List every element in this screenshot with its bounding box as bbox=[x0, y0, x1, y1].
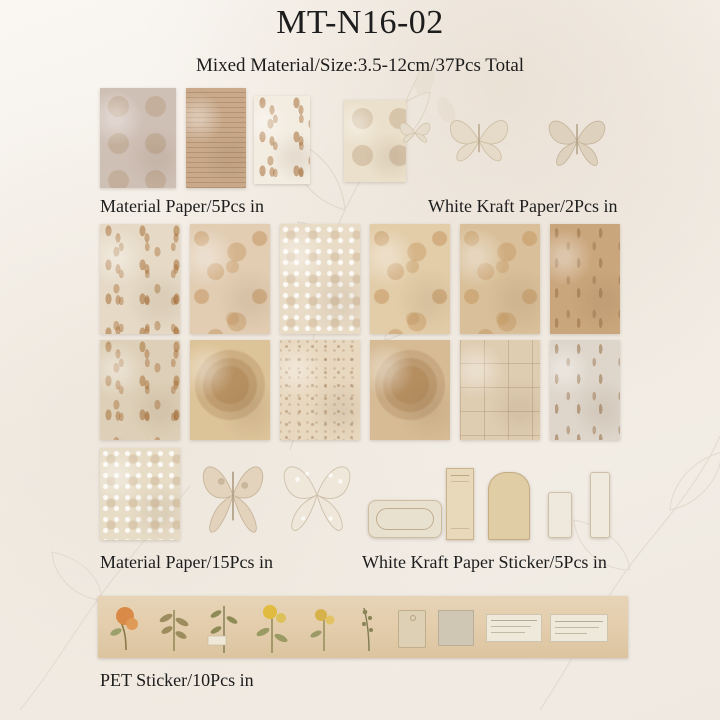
text-label-sticker-a bbox=[486, 614, 542, 642]
narrow-strip-sticker bbox=[590, 472, 610, 538]
material-paper-card-leaf-wash bbox=[100, 340, 180, 440]
material-paper-card-vine-pattern bbox=[550, 224, 620, 334]
material-paper-card-blossom-branch bbox=[190, 224, 270, 334]
text-label-sticker-b bbox=[550, 614, 608, 642]
torn-note-sticker bbox=[438, 610, 474, 646]
page-title: MT-N16-02 bbox=[276, 4, 444, 41]
material-paper-card-soft-bloom bbox=[460, 224, 540, 334]
material-paper-sheet-embossed-floral bbox=[100, 88, 176, 188]
material-paper-sheet-script-text bbox=[186, 88, 246, 188]
orange-poppy-sticker bbox=[106, 602, 146, 652]
lace-butterfly-diecut bbox=[274, 454, 360, 540]
material-paper-sheet-embossed-dot bbox=[344, 100, 406, 182]
dried-stem-sticker bbox=[354, 602, 384, 652]
paper-tag-sticker bbox=[398, 610, 426, 648]
mustard-bloom-sticker bbox=[308, 604, 342, 652]
fern-sprig-sticker bbox=[156, 602, 192, 652]
caption-material-paper-5: Material Paper/5Pcs in bbox=[100, 196, 264, 216]
material-paper-card-lace-floral bbox=[280, 224, 360, 334]
material-paper-sheet-scattered-leaf bbox=[254, 96, 310, 184]
material-paper-card-lace-pattern bbox=[100, 448, 180, 540]
butterfly-sticker-large-right bbox=[544, 112, 610, 174]
material-paper-card-collage-leaf bbox=[100, 224, 180, 334]
page-subtitle: Mixed Material/Size:3.5-12cm/37Pcs Total bbox=[195, 55, 525, 76]
material-paper-card-petal-scatter bbox=[280, 340, 360, 440]
material-paper-card-rose-damask bbox=[370, 224, 450, 334]
labeled-stem-sticker bbox=[204, 600, 242, 654]
yellow-flower-sticker bbox=[254, 600, 294, 654]
butterfly-sticker-small bbox=[398, 116, 432, 150]
caption-white-kraft-sticker-5: White Kraft Paper Sticker/5Pcs in bbox=[362, 552, 607, 572]
bookmark-tag-sticker bbox=[446, 468, 474, 540]
butterfly-diecut-large bbox=[194, 452, 272, 544]
material-paper-card-patchwork-grid bbox=[460, 340, 540, 440]
pet-sticker-strip bbox=[98, 596, 628, 658]
oval-label-sticker bbox=[368, 500, 442, 538]
caption-white-kraft-paper-2: White Kraft Paper/2Pcs in bbox=[428, 196, 618, 216]
material-paper-card-grey-damask bbox=[550, 340, 620, 440]
butterfly-sticker-large-left bbox=[446, 110, 512, 170]
seahorse-label-sticker bbox=[548, 492, 572, 538]
caption-pet-sticker-10: PET Sticker/10Pcs in bbox=[100, 670, 254, 690]
material-paper-card-golden-rose bbox=[190, 340, 270, 440]
caption-material-paper-15: Material Paper/15Pcs in bbox=[100, 552, 273, 572]
material-paper-card-single-rose bbox=[370, 340, 450, 440]
arched-card-sticker bbox=[488, 472, 530, 540]
